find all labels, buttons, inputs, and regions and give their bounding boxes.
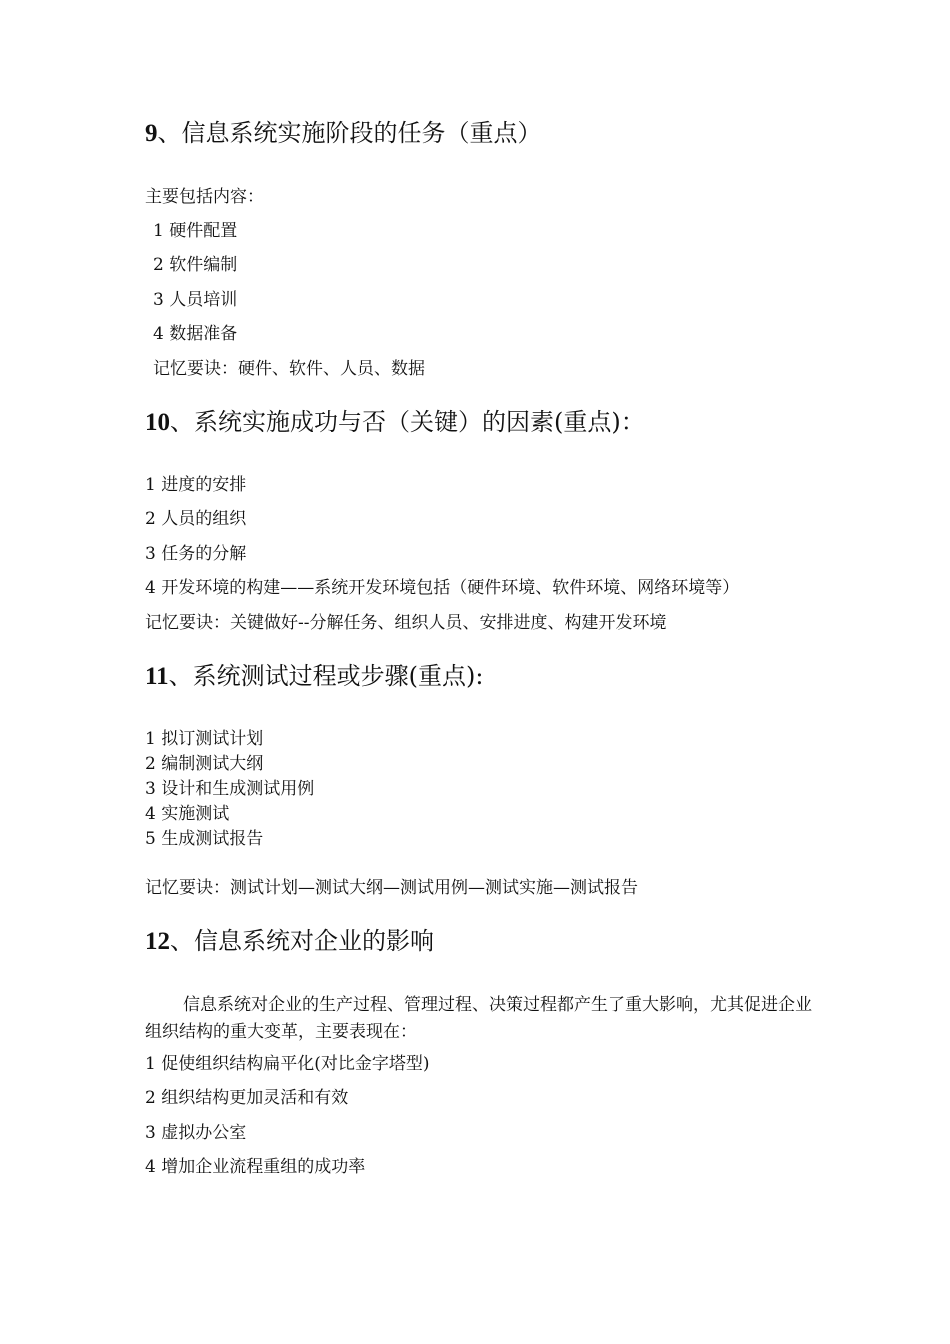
list-item: 4 实施测试 bbox=[145, 804, 230, 824]
section-10-memo: 记忆要诀：关键做好--分解任务、组织人员、安排进度、构建开发环境 bbox=[145, 613, 667, 633]
list-item: 2 人员的组织 bbox=[145, 509, 247, 529]
list-item: 2 编制测试大纲 bbox=[145, 754, 264, 774]
list-item: 3 设计和生成测试用例 bbox=[145, 779, 315, 799]
section-number: 12 bbox=[145, 928, 170, 955]
section-title: 、信息系统对企业的影响 bbox=[170, 927, 434, 955]
section-9-memo: 记忆要诀：硬件、软件、人员、数据 bbox=[153, 359, 425, 379]
section-title: 、系统实施成功与否（关键）的因素(重点)： bbox=[170, 408, 645, 436]
section-11-memo: 记忆要诀：测试计划—测试大纲—测试用例—测试实施—测试报告 bbox=[145, 878, 638, 898]
list-item: 5 生成测试报告 bbox=[145, 829, 264, 849]
list-item: 1 硬件配置 bbox=[153, 221, 238, 241]
section-10-heading bbox=[145, 406, 645, 439]
section-9-heading bbox=[145, 117, 542, 150]
list-item: 3 任务的分解 bbox=[145, 544, 247, 564]
list-item: 4 数据准备 bbox=[153, 324, 238, 344]
list-item: 4 增加企业流程重组的成功率 bbox=[145, 1157, 366, 1177]
section-12-heading bbox=[145, 925, 434, 958]
section-9-intro: 主要包括内容： bbox=[145, 187, 264, 207]
list-item: 2 组织结构更加灵活和有效 bbox=[145, 1088, 349, 1108]
section-number: 9 bbox=[145, 120, 158, 147]
list-item: 1 进度的安排 bbox=[145, 475, 247, 495]
section-number: 11 bbox=[145, 663, 169, 690]
list-item: 3 人员培训 bbox=[153, 290, 238, 310]
list-item: 1 拟订测试计划 bbox=[145, 729, 264, 749]
list-item: 1 促使组织结构扁平化(对比金字塔型) bbox=[145, 1054, 430, 1074]
section-title: 、信息系统实施阶段的任务（重点） bbox=[157, 119, 542, 147]
list-item: 2 软件编制 bbox=[153, 255, 238, 275]
list-item: 3 虚拟办公室 bbox=[145, 1123, 247, 1143]
section-title: 、系统测试过程或步骤(重点): bbox=[168, 662, 484, 690]
list-item: 4 开发环境的构建——系统开发环境包括（硬件环境、软件环境、网络环境等） bbox=[145, 578, 740, 598]
section-12-paragraph: 信息系统对企业的生产过程、管理过程、决策过程都产生了重大影响，尤其促进企业组织结构的重大变革，主要表现在： bbox=[145, 995, 812, 1042]
section-number: 10 bbox=[145, 409, 170, 436]
section-11-heading bbox=[145, 660, 483, 693]
